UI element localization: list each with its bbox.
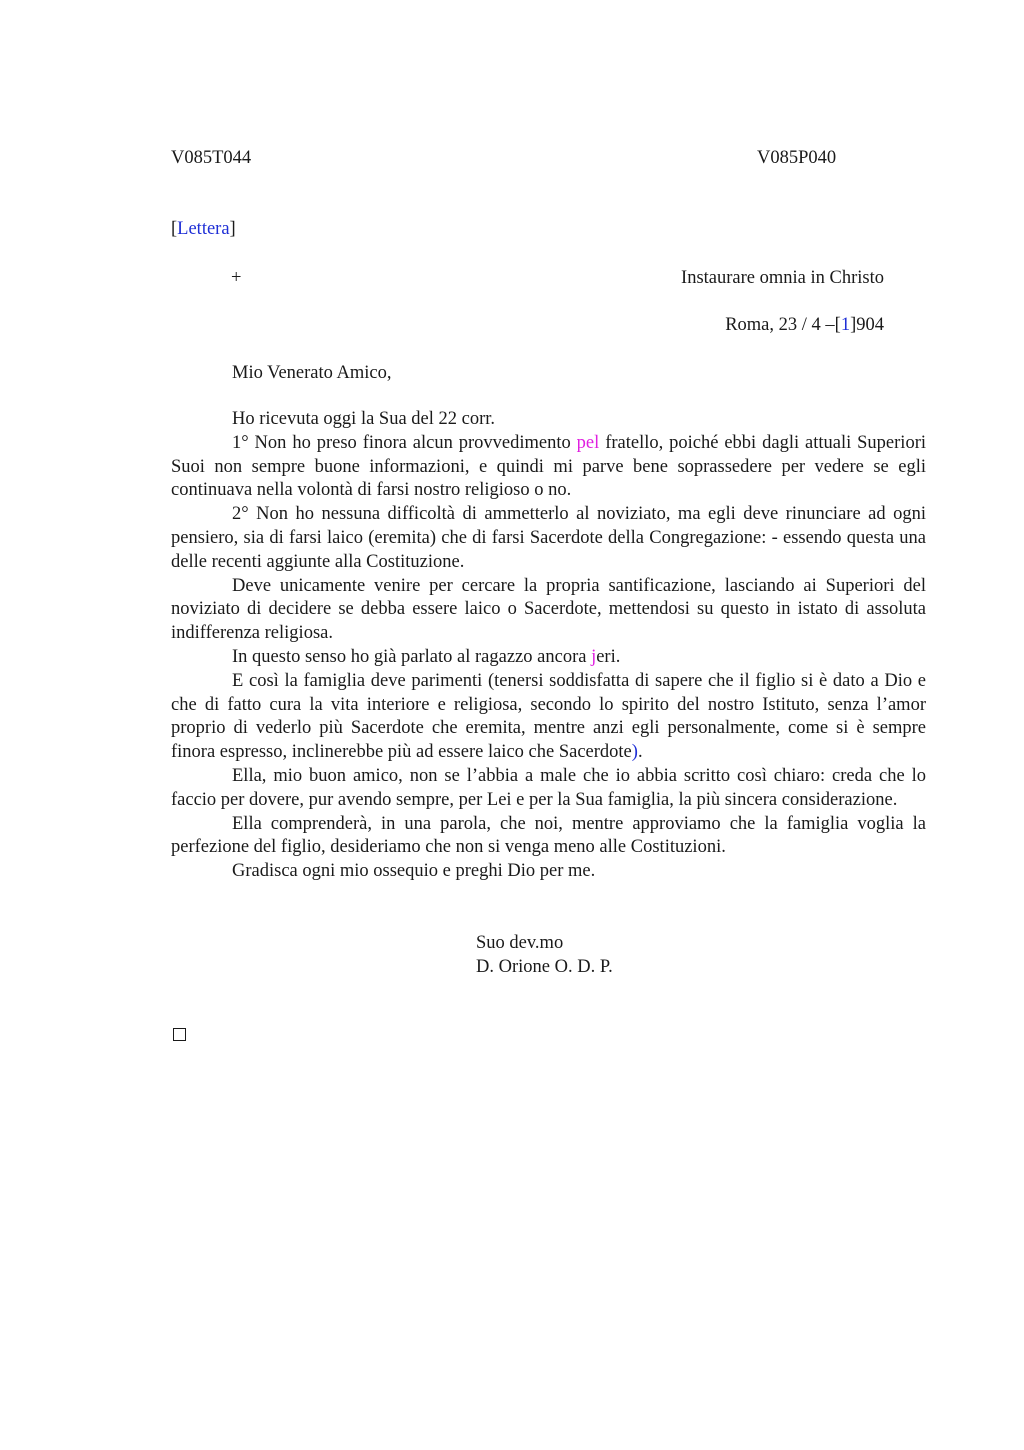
salutation: Mio Venerato Amico, [232, 363, 392, 383]
paragraph-6-text: E così la famiglia deve parimenti (tenersi soddisfatta di sapere che il figlio si è dato a Dio e che di fatto cura la vita interiore e religiosa, secondo lo spirito del nostro Istituto, senza l’amor proprio di vederlo più Sacerdote che eremita, mentre anzi egli personalmente, come si è sempre finora espresso, inclinerebbe più ad essere laico che Sacerdote [171, 670, 926, 763]
paragraph-4: Deve unicamente venire per cercare la propria santificazione, lasciando ai Superiori del noviziato di decidere se debba essere laico o Sacerdote, mettendosi su questo in istato di assoluta indifferenza religiosa. [171, 575, 926, 644]
paragraph-2-text-b: fratello, poiché ebbi dagli attuali Superiori Suoi non sempre buone informazioni, e quindi mi parve bene soprassedere per vedere se egli continuava nella volontà di farsi nostro religioso o no. [171, 432, 926, 501]
document-type-label [171, 217, 236, 241]
paragraph-6 [171, 670, 926, 765]
document-type-text: Lettera [177, 219, 230, 239]
cross-symbol: + [231, 268, 242, 288]
open-bracket: [ [171, 219, 178, 239]
end-marker-box [173, 1028, 186, 1041]
close-bracket: ] [229, 219, 236, 239]
signature: D. Orione O. D. P. [476, 957, 613, 977]
editorial-paren: ) [631, 742, 638, 763]
variant-word-pel: pel [576, 432, 600, 453]
closing-line-1: Suo dev.mo [476, 933, 564, 953]
paragraph-5 [171, 646, 926, 670]
header-code-left: V085T044 [171, 148, 252, 168]
paragraph-3: 2° Non ho nessuna difficoltà di ammetterlo al noviziato, ma egli deve rinunciare ad ogni pensiero, sia di farsi laico (eremita) che di farsi Sacerdote della Congregazione: - essendo questa una delle recenti aggiunte alla Costituzione. [171, 504, 926, 572]
paragraph-5-text-a: In questo senso ho già parlato al ragazzo ancora [232, 646, 592, 667]
paragraph-2-text-a: 1° Non ho preso finora alcun provvedimento [232, 432, 577, 453]
paragraph-7: Ella, mio buon amico, non se l’abbia a male che io abbia scritto così chiaro: creda che lo faccio per dovere, pur avendo sempre, per Lei e per la Sua famiglia, la più sincera considerazione. [171, 765, 926, 810]
letter-body [171, 408, 926, 884]
paragraph-1: Ho ricevuta oggi la Sua del 22 corr. [232, 409, 496, 429]
paragraph-8: Ella comprenderà, in una parola, che noi, mentre approviamo che la famiglia voglia la perfezione del figlio, desideriamo che non si venga meno alle Costituzioni. [171, 813, 926, 858]
header-code-right: V085P040 [757, 148, 837, 168]
paragraph-5-text-b: eri. [596, 646, 621, 667]
motto: Instaurare omnia in Christo [681, 268, 884, 288]
date-suffix: ]904 [850, 315, 884, 335]
letter-date [725, 313, 884, 337]
paragraph-2 [171, 432, 926, 503]
paragraph-9: Gradisca ogni mio ossequio e preghi Dio per me. [232, 861, 596, 882]
variant-letter-j: j [591, 646, 597, 667]
date-prefix: Roma, 23 / 4 –[ [725, 315, 841, 335]
paragraph-6-end: . [637, 742, 643, 763]
date-editorial-digit: 1 [840, 315, 851, 335]
